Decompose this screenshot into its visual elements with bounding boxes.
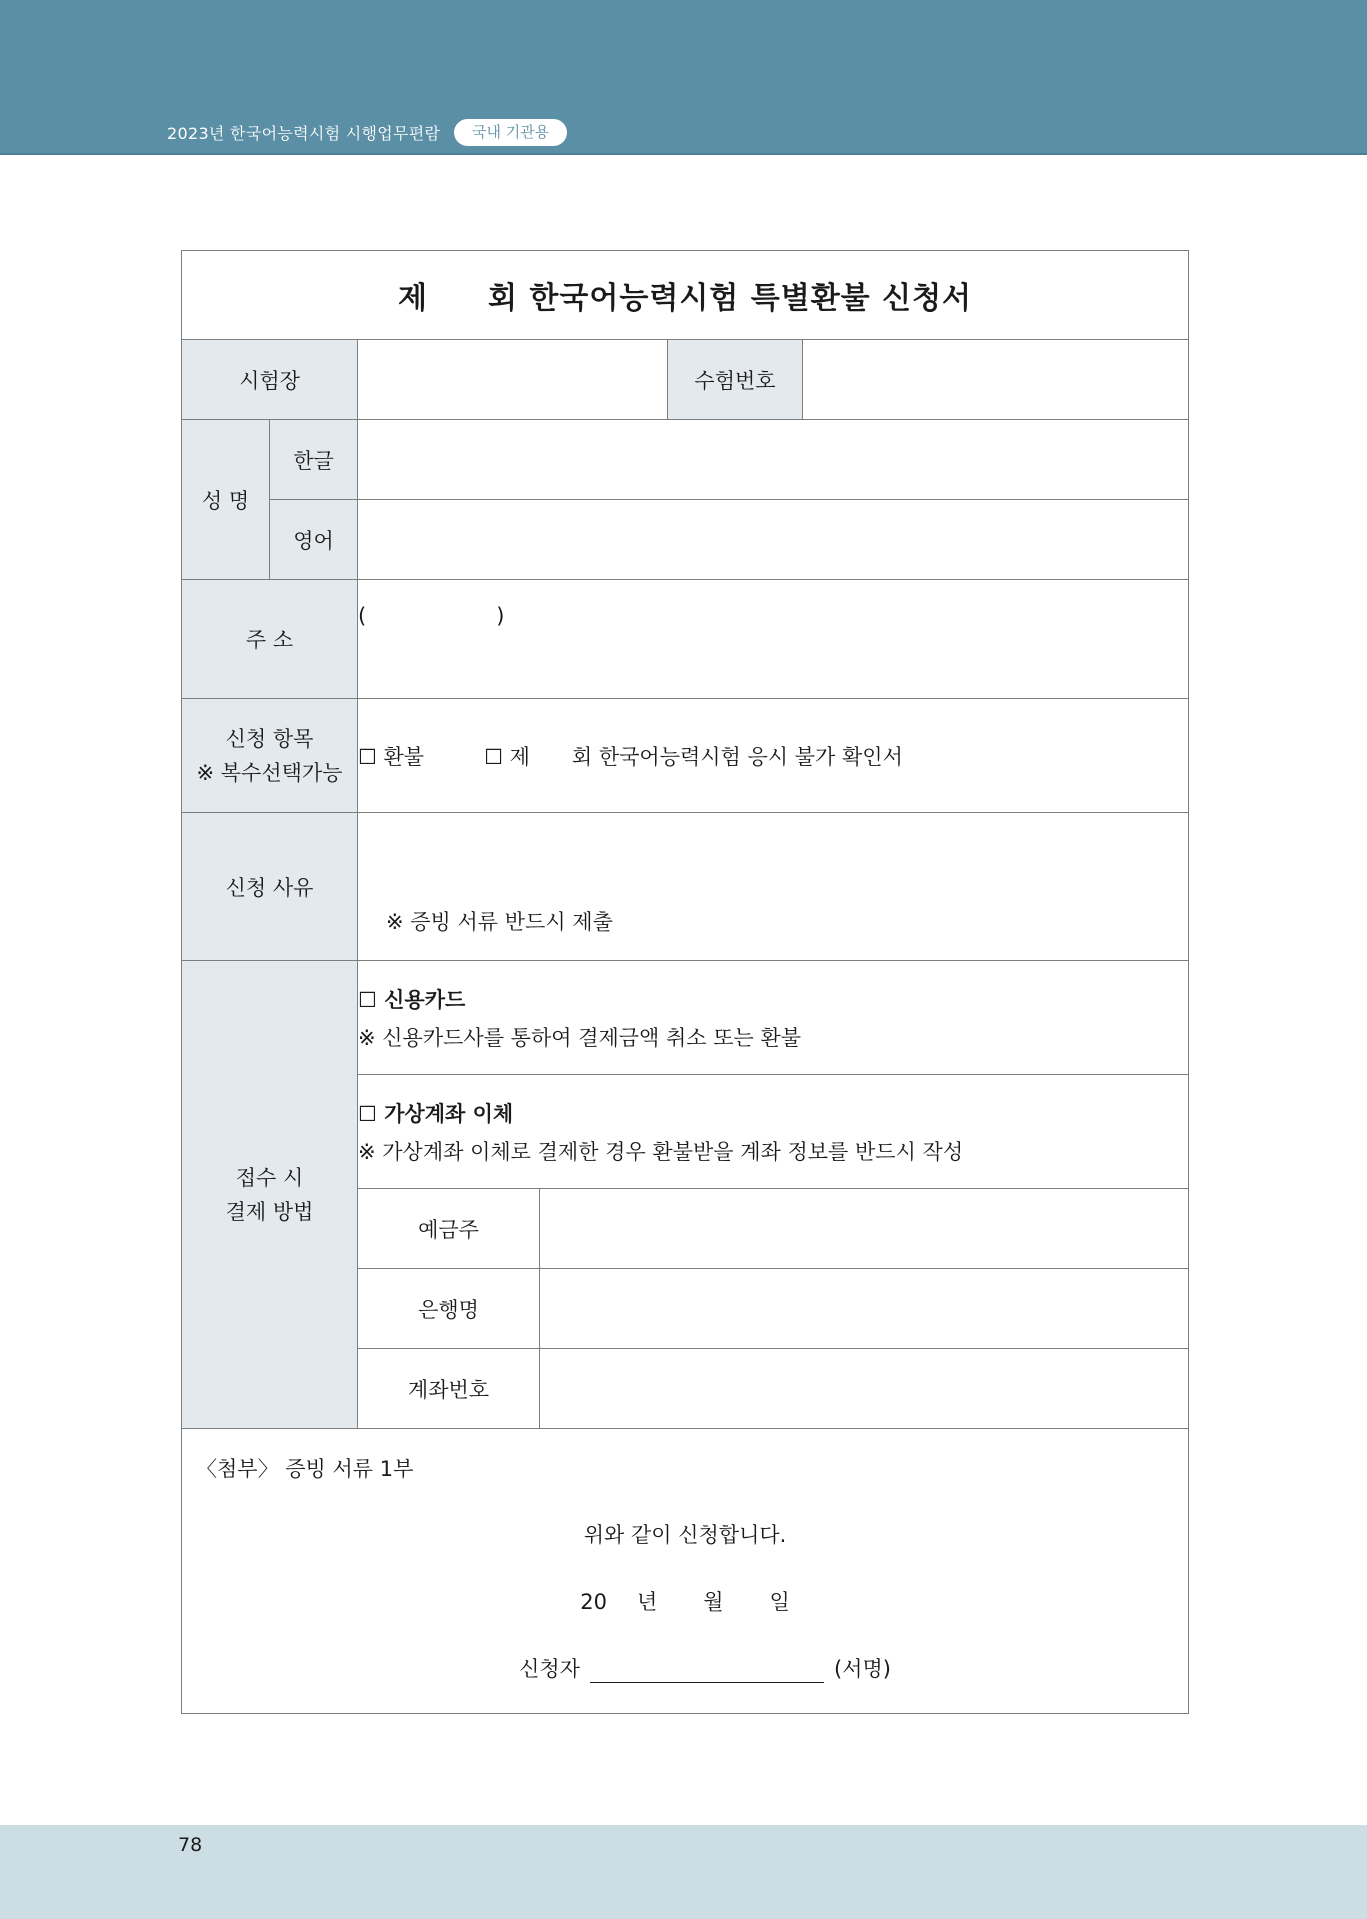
name-korean-label: 한글 xyxy=(270,420,358,500)
card-checkbox[interactable]: ☐ 신용카드 xyxy=(358,987,466,1012)
payment-method-label: 접수 시 결제 방법 xyxy=(182,961,358,1429)
name-korean-field[interactable] xyxy=(358,420,1189,500)
request-items-options xyxy=(358,699,1189,813)
applicant-label: 신청자 xyxy=(519,1657,580,1681)
bank-field[interactable] xyxy=(540,1269,1189,1349)
transfer-note: ※ 가상계좌 이체로 결제한 경우 환불받을 계좌 정보를 반드시 작성 xyxy=(358,1139,964,1164)
exam-site-field[interactable] xyxy=(358,340,668,420)
address-label: 주 소 xyxy=(182,580,358,699)
header-badge: 국내 기관용 xyxy=(454,119,567,146)
postcode-paren-close: ) xyxy=(496,604,505,628)
signature-label: (서명) xyxy=(833,1657,891,1681)
exam-site-label: 시험장 xyxy=(182,340,358,420)
footer-band xyxy=(0,1825,1367,1919)
request-items-label: 신청 항목 ※ 복수선택가능 xyxy=(182,699,358,813)
account-field[interactable] xyxy=(540,1349,1189,1429)
form-footer xyxy=(182,1429,1189,1714)
confirm-option-text: 회 한국어능력시험 응시 불가 확인서 xyxy=(571,744,903,769)
attachment-note: 〈첨부〉 증빙 서류 1부 xyxy=(196,1457,414,1481)
exam-number-label: 수험번호 xyxy=(668,340,803,420)
header-title: 2023년 한국어능력시험 시행업무편람 xyxy=(167,124,441,143)
declaration: 위와 같이 신청합니다. xyxy=(583,1523,787,1547)
reason-field[interactable] xyxy=(358,813,1189,961)
refund-checkbox[interactable]: ☐ 환불 xyxy=(358,744,425,769)
transfer-checkbox[interactable]: ☐ 가상계좌 이체 xyxy=(358,1101,514,1126)
form-title: 제 회 한국어능력시험 특별환불 신청서 xyxy=(182,251,1189,340)
card-option xyxy=(358,961,1189,1075)
refund-application-form xyxy=(181,250,1189,1714)
page-number: 78 xyxy=(178,1834,203,1856)
postcode-paren-open: ( xyxy=(358,604,367,628)
signature-field[interactable] xyxy=(590,1660,824,1683)
address-field[interactable] xyxy=(358,580,1189,699)
name-english-field[interactable] xyxy=(358,500,1189,580)
name-english-label: 영어 xyxy=(270,500,358,580)
depositor-field[interactable] xyxy=(540,1189,1189,1269)
name-label: 성 명 xyxy=(182,420,270,580)
reason-note: ※ 증빙 서류 반드시 제출 xyxy=(386,910,613,934)
reason-label: 신청 사유 xyxy=(182,813,358,961)
date-line: 20 년 월 일 xyxy=(580,1590,790,1614)
bank-label: 은행명 xyxy=(358,1269,540,1349)
exam-number-field[interactable] xyxy=(803,340,1189,420)
applicant-line xyxy=(182,1653,1208,1683)
card-note: ※ 신용카드사를 통하여 결제금액 취소 또는 환불 xyxy=(358,1025,802,1050)
depositor-label: 예금주 xyxy=(358,1189,540,1269)
confirm-checkbox[interactable]: ☐ 제 xyxy=(484,744,530,769)
transfer-option xyxy=(358,1075,1189,1189)
account-label: 계좌번호 xyxy=(358,1349,540,1429)
